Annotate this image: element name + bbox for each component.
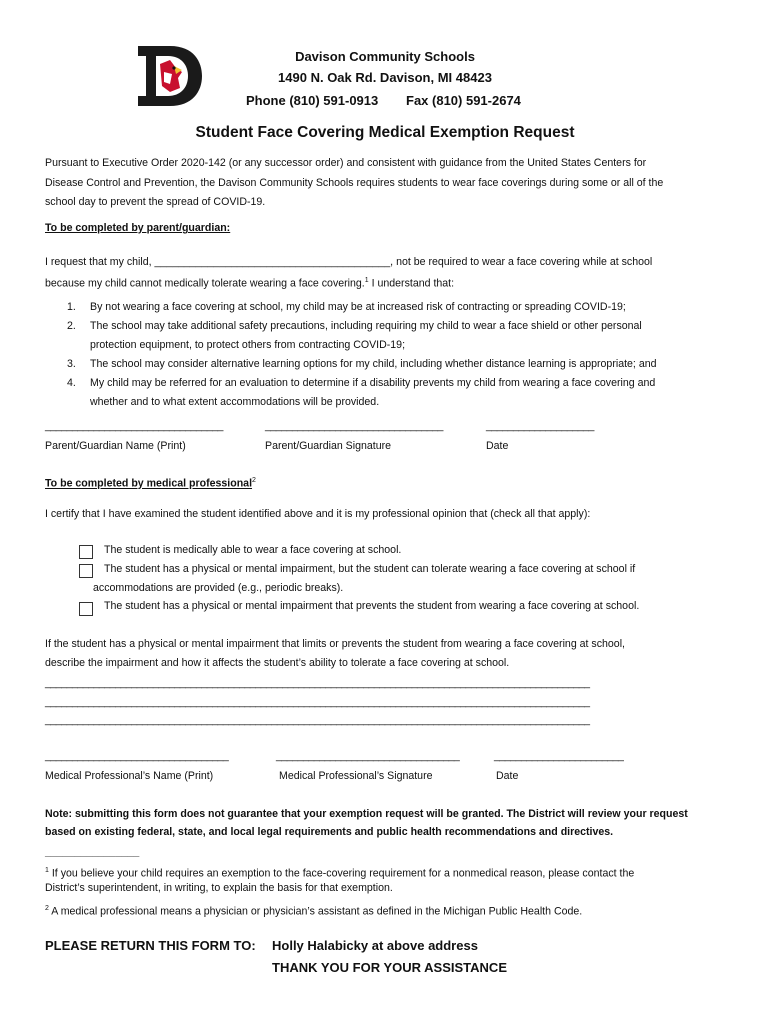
request-line xyxy=(45,271,454,294)
parent-name-line[interactable]: _________________________________ xyxy=(45,420,223,432)
medical-name-line[interactable]: __________________________________ xyxy=(45,750,229,762)
description-line[interactable]: _____________________________________________________________________________________________________ xyxy=(45,696,590,708)
describe-prompt: If the student has a physical or mental impairment that limits or prevents the student from wearing a face covering at school, xyxy=(45,638,625,650)
checkbox-able[interactable] xyxy=(79,545,93,559)
org-name: Davison Community Schools xyxy=(295,49,475,64)
checkbox-prevents[interactable] xyxy=(79,602,93,616)
intro-line: Disease Control and Prevention, the Davison Community Schools requires students to wear face coverings during some or all of the xyxy=(45,177,664,189)
option-label: accommodations are provided (e.g., periodic breaks). xyxy=(93,582,344,594)
list-number: 2. xyxy=(67,320,76,332)
medical-date-line[interactable]: ________________________ xyxy=(494,750,624,762)
list-item: The school may take additional safety precautions, including requiring my child to wear a face shield or other personal xyxy=(90,320,642,332)
footnote-text: A medical professional means a physician or physician’s assistant as defined in the Michigan Public Health Code. xyxy=(51,905,583,918)
option-label: The student is medically able to wear a face covering at school. xyxy=(104,544,402,556)
org-fax: Fax (810) 591-2674 xyxy=(406,93,521,108)
parent-date-line[interactable]: ____________________ xyxy=(486,420,594,432)
certify-statement: I certify that I have examined the student identified above and it is my professional opinion that (check all that apply): xyxy=(45,508,591,520)
describe-prompt: describe the impairment and how it affects the student’s ability to tolerate a face covering at school. xyxy=(45,657,510,669)
option-label: The student has a physical or mental impairment, but the student can tolerate wearing a face covering at school if xyxy=(104,563,636,575)
list-item: The school may consider alternative learning options for my child, including whether distance learning is appropriate; and xyxy=(90,358,657,370)
medical-signature-label: Medical Professional’s Signature xyxy=(279,770,433,782)
parent-signature-label: Parent/Guardian Signature xyxy=(265,440,392,452)
list-number: 1. xyxy=(67,301,76,313)
list-number: 4. xyxy=(67,377,76,389)
footnote-text: District’s superintendent, in writing, to explain the basis for that exemption. xyxy=(45,882,393,894)
medical-name-label: Medical Professional’s Name (Print) xyxy=(45,770,214,782)
note-line: based on existing federal, state, and local legal requirements and public health recommendations and directives. xyxy=(45,826,614,838)
page-title: Student Face Covering Medical Exemption Request xyxy=(195,124,575,141)
medical-signature-line[interactable]: __________________________________ xyxy=(276,750,460,762)
parent-date-label: Date xyxy=(486,440,509,452)
request-text: because my child cannot medically tolerate wearing a face covering. xyxy=(45,277,365,290)
note-line: Note: submitting this form does not guarantee that your exemption request will be granted. The District will review your request xyxy=(45,808,688,820)
footnote-mark: 2 xyxy=(45,905,49,912)
footnote-ref: 2 xyxy=(252,477,256,484)
parent-section-heading: To be completed by parent/guardian: xyxy=(45,222,231,234)
list-item: whether and to what extent accommodations will be provided. xyxy=(90,396,380,408)
list-item: By not wearing a face covering at school, my child may be at increased risk of contracting or spreading COVID-19; xyxy=(90,301,626,313)
return-label: PLEASE RETURN THIS FORM TO: xyxy=(45,938,256,953)
list-item: protection equipment, to protect others from contracting COVID-19; xyxy=(90,339,406,351)
thank-you: THANK YOU FOR YOUR ASSISTANCE xyxy=(272,960,507,975)
footnote-text: If you believe your child requires an exemption to the face-covering requirement for a nonmedical reason, please contact the xyxy=(51,867,635,880)
parent-signature-line[interactable]: _________________________________ xyxy=(265,420,443,432)
footnote-mark: 1 xyxy=(45,867,49,874)
footnote-rule: ________________ xyxy=(45,846,140,858)
option-label: The student has a physical or mental impairment that prevents the student from wearing a face covering at school. xyxy=(104,600,640,612)
checkbox-tolerate-with-accommodations[interactable] xyxy=(79,564,93,578)
medical-date-label: Date xyxy=(496,770,519,782)
medical-heading-text: To be completed by medical professional xyxy=(45,477,253,490)
return-recipient: Holly Halabicky at above address xyxy=(272,938,478,953)
list-number: 3. xyxy=(67,358,76,370)
org-phone: Phone (810) 591-0913 xyxy=(246,93,379,108)
footnote xyxy=(45,899,582,922)
description-line[interactable]: _____________________________________________________________________________________________________ xyxy=(45,677,590,689)
description-line[interactable]: _____________________________________________________________________________________________________ xyxy=(45,714,590,726)
list-item: My child may be referred for an evaluation to determine if a disability prevents my child from wearing a face covering and xyxy=(90,377,656,389)
request-line: I request that my child, ________________________________________, not be required to wear a face covering while at school xyxy=(45,256,653,268)
parent-name-label: Parent/Guardian Name (Print) xyxy=(45,440,186,452)
footnote-ref: 1 xyxy=(364,277,369,284)
intro-line: Pursuant to Executive Order 2020-142 (or any successor order) and consistent with guidance from the United States Centers for xyxy=(45,157,647,169)
org-address: 1490 N. Oak Rd. Davison, MI 48423 xyxy=(278,70,492,85)
medical-section-heading xyxy=(45,471,256,494)
intro-line: school day to prevent the spread of COVID-19. xyxy=(45,196,266,208)
request-text: I understand that: xyxy=(368,277,455,290)
